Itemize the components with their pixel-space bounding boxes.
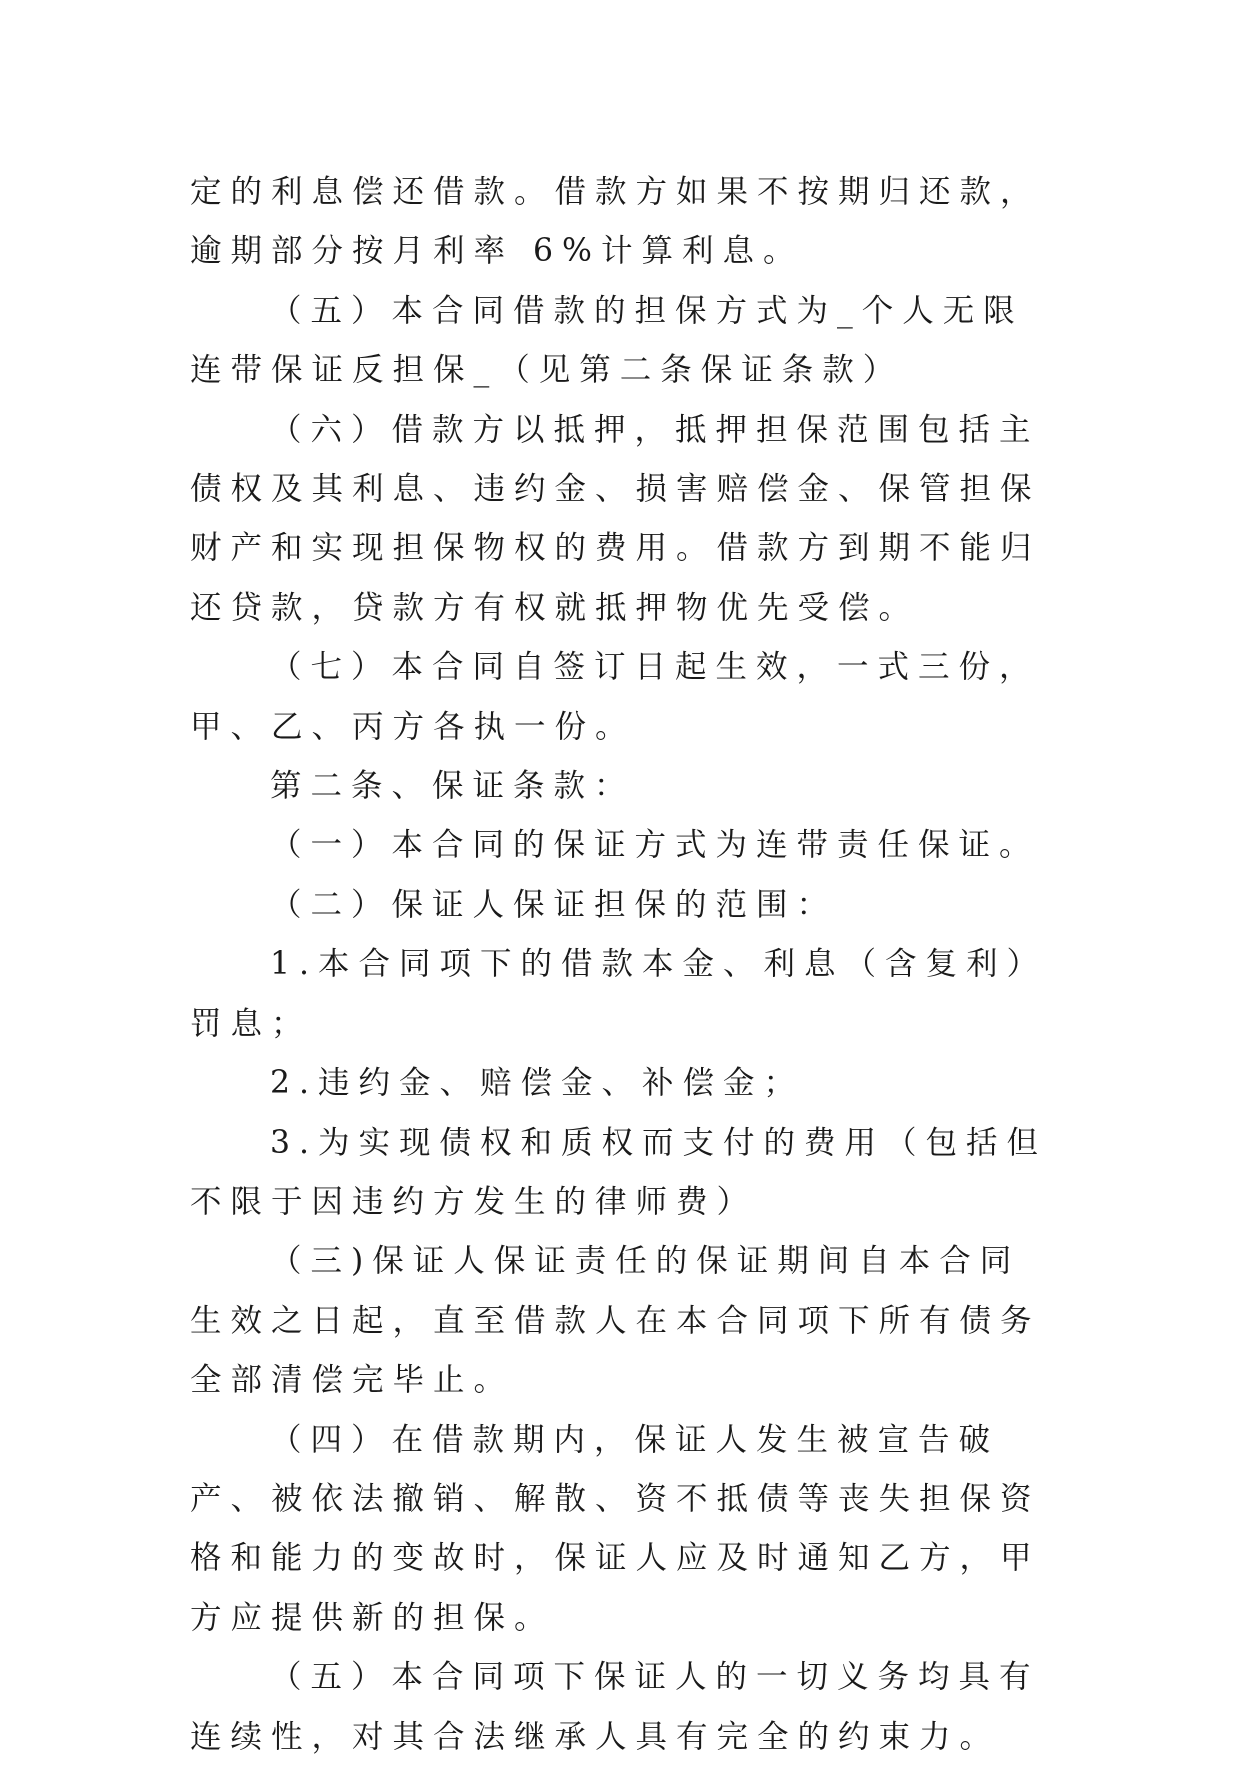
list-item-realization-costs: 3.为实现债权和质权而支付的费用（包括但不限于因违约方发生的律师费）: [190, 1124, 1048, 1220]
list-item-principal-interest: 1.本合同项下的借款本金、利息（含复利）罚息；: [190, 946, 1048, 1042]
list-item-damages: 2.违约金、赔偿金、补偿金；: [270, 1065, 805, 1102]
paragraph-obligation-continuity: （五）本合同项下保证人的一切义务均具有连续性，对其合法继承人具有完全的约束力。: [190, 1659, 1040, 1755]
paragraph-guarantee-period: （三)保证人保证责任的保证期间自本合同生效之日起，直至借款人在本合同项下所有债务全部清偿完毕止。: [190, 1243, 1041, 1399]
paragraph-guarantee-type: （一）本合同的保证方式为连带责任保证。: [270, 827, 1040, 864]
section-heading-guarantee-clause: 第二条、保证条款：: [270, 768, 635, 805]
paragraph-mortgage-scope: （六）借款方以抵押，抵押担保范围包括主债权及其利息、违约金、损害赔偿金、保管担保财产和实现担保物权的费用。借款方到期不能归还贷款，贷款方有权就抵押物优先受偿。: [190, 411, 1041, 626]
paragraph-guarantee-scope-heading: （二）保证人保证担保的范围：: [270, 886, 838, 923]
paragraph-effective-date: （七）本合同自签订日起生效，一式三份，甲、乙、丙方各执一份。: [190, 649, 1040, 745]
paragraph-guarantee-method: （五）本合同借款的担保方式为_个人无限连带保证反担保_（见第二条保证条款）: [190, 292, 1024, 389]
paragraph-guarantor-change: （四）在借款期内，保证人发生被宣告破产、被依法撤销、解散、资不抵债等丧失担保资格和能力的变故时，保证人应及时通知乙方，甲方应提供新的担保。: [190, 1421, 1041, 1636]
paragraph-interest-continuation: 定的利息偿还借款。借款方如果不按期归还款，逾期部分按月利率 6%计算利息。: [190, 174, 1041, 270]
